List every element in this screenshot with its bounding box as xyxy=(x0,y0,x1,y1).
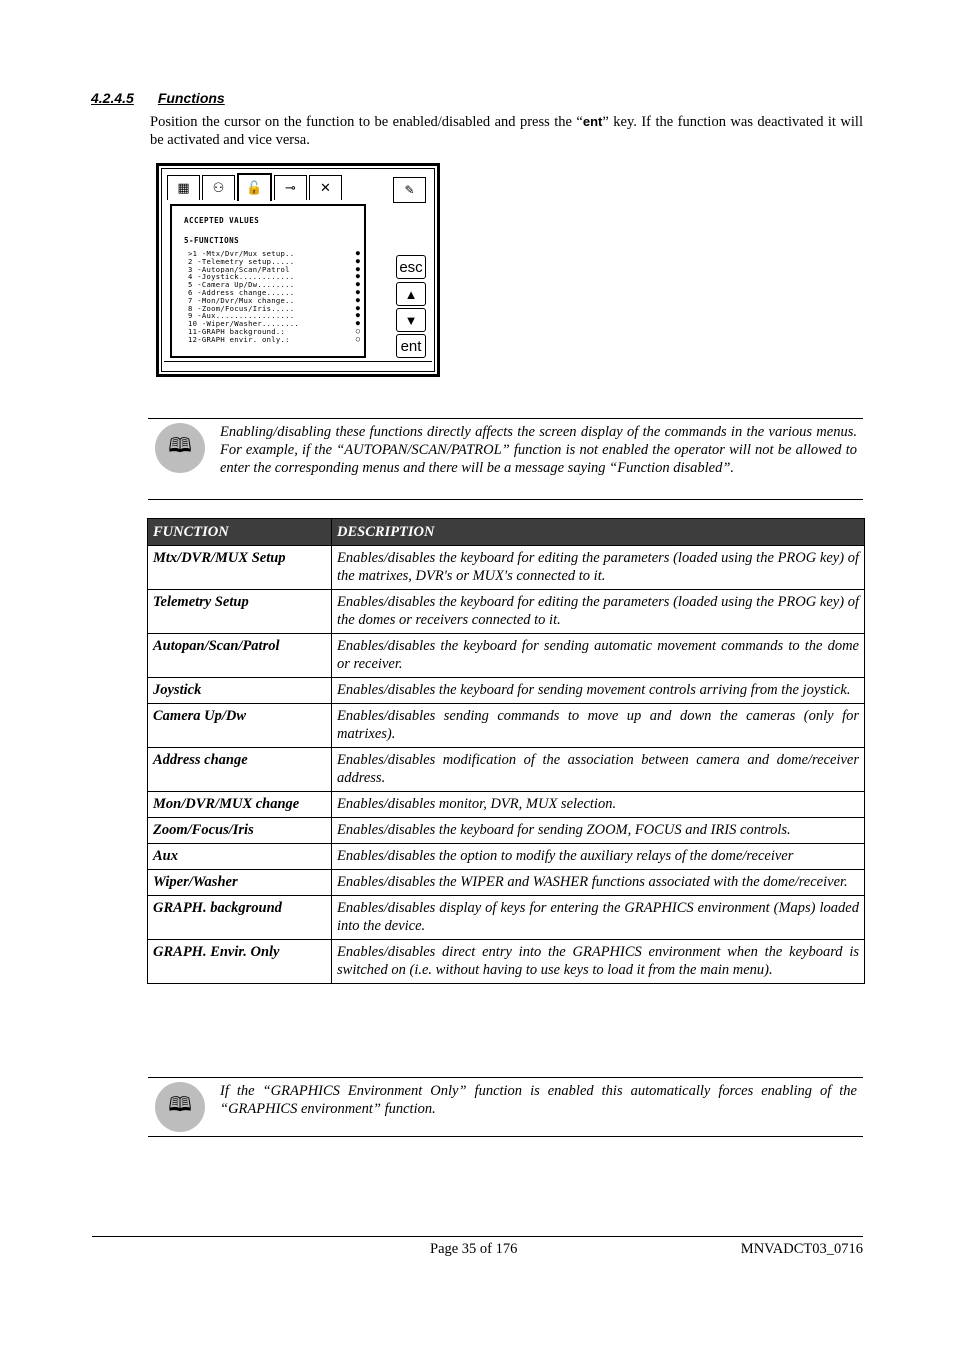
section-heading xyxy=(91,90,225,106)
table-row: Aux Enables/disables the option to modify the auxiliary relays of the dome/receiver xyxy=(148,844,865,870)
status-dot-icon: ● xyxy=(355,304,360,312)
footer-divider xyxy=(92,1236,863,1237)
book-icon: 🕮 xyxy=(155,1082,205,1132)
table-row: Camera Up/Dw Enables/disables sending commands to move up and down the cameras (only for matrixes). xyxy=(148,704,865,748)
list-item[interactable]: 8 -Zoom/Focus/Iris..... ● xyxy=(188,304,360,313)
table-row: Telemetry Setup Enables/disables the keyboard for editing the parameters (loaded using the PROG key) of the domes or receivers connected to it. xyxy=(148,590,865,634)
screen-divider xyxy=(164,361,432,362)
table-row: Mon/DVR/MUX change Enables/disables monitor, DVR, MUX selection. xyxy=(148,792,865,818)
tab-key-icon[interactable]: ⊸ xyxy=(274,175,307,200)
status-dot-icon: ● xyxy=(355,296,360,304)
tab-unlock-icon[interactable]: 🔓 xyxy=(237,173,272,201)
screen-frame xyxy=(161,168,435,372)
screen-tab-bar xyxy=(167,175,344,201)
device-screen-figure xyxy=(156,163,440,377)
status-dot-icon: ○ xyxy=(355,335,360,343)
column-header-function: FUNCTION xyxy=(148,519,332,546)
status-dot-icon: ○ xyxy=(355,327,360,335)
table-row: GRAPH. background Enables/disables display of keys for entering the GRAPHICS environment (Maps) loaded into the device. xyxy=(148,896,865,940)
list-item[interactable]: 3 -Autopan/Scan/Patrol ● xyxy=(188,265,360,274)
table-row: GRAPH. Envir. Only Enables/disables direct entry into the GRAPHICS environment when the keyboard is switched on (i.e. without having to use keys to load it from the main menu). xyxy=(148,940,865,984)
note-text: Enabling/disabling these functions directly affects the screen display of the commands in the various menus. For example, if the “AUTOPAN/SCAN/PATROL” function is not enabled the operator will not be allowed to enter the corresponding menus and there will be a message saying “Function disabled”. xyxy=(220,424,857,477)
list-item[interactable]: 9 -Aux................. ● xyxy=(188,312,360,321)
note-box xyxy=(148,1077,863,1137)
note-text: If the “GRAPHICS Environment Only” function is enabled this automatically forces enabling of the “GRAPHICS environment” function. xyxy=(220,1083,857,1118)
accepted-values-panel xyxy=(170,204,366,358)
list-item[interactable]: 7 -Mon/Dvr/Mux change.. ● xyxy=(188,296,360,305)
intro-paragraph xyxy=(150,113,863,149)
section-title: Functions xyxy=(157,90,225,106)
tab-people-icon[interactable]: ⚇ xyxy=(202,175,235,200)
column-header-description: DESCRIPTION xyxy=(332,519,865,546)
status-dot-icon: ● xyxy=(355,265,360,273)
functions-table xyxy=(147,518,865,984)
down-arrow-icon[interactable]: ▼ xyxy=(396,308,426,332)
status-dot-icon: ● xyxy=(355,320,360,328)
list-item[interactable]: 11-GRAPH background.: ○ xyxy=(188,327,360,336)
book-icon: 🕮 xyxy=(155,423,205,473)
table-row: Wiper/Washer Enables/disables the WIPER and WASHER functions associated with the dome/receiver. xyxy=(148,870,865,896)
list-item[interactable]: 4 -Joystick............ ● xyxy=(188,273,360,282)
esc-button[interactable]: esc xyxy=(396,255,426,279)
function-list xyxy=(188,250,360,344)
status-dot-icon: ● xyxy=(355,312,360,320)
table-row: Zoom/Focus/Iris Enables/disables the keyboard for sending ZOOM, FOCUS and IRIS controls. xyxy=(148,818,865,844)
table-row: Mtx/DVR/MUX Setup Enables/disables the keyboard for editing the parameters (loaded using the PROG key) of the matrixes, DVR's or MUX's connected to it. xyxy=(148,546,865,590)
status-dot-icon: ● xyxy=(355,281,360,289)
tab-tools-icon[interactable]: ✕ xyxy=(309,175,342,200)
status-dot-icon: ● xyxy=(355,257,360,265)
list-item[interactable]: 5 -Camera Up/Dw........ ● xyxy=(188,281,360,289)
table-row: Autopan/Scan/Patrol Enables/disables the keyboard for sending automatic movement commands to the dome or receiver. xyxy=(148,634,865,678)
list-item[interactable]: 12-GRAPH envir. only.: ○ xyxy=(188,335,360,344)
tab-edit-icon[interactable]: ✎ xyxy=(393,177,426,203)
list-item[interactable]: 6 -Address change...... ● xyxy=(188,288,360,297)
section-number: 4.2.4.5 xyxy=(91,90,134,106)
status-dot-icon: ● xyxy=(355,273,360,281)
panel-subtitle: 5-FUNCTIONS xyxy=(184,236,240,245)
page-number: Page 35 of 176 xyxy=(430,1241,518,1257)
table-row: Address change Enables/disables modification of the association between camera and dome/receiver address. xyxy=(148,748,865,792)
table-header-row xyxy=(148,519,865,546)
document-code: MNVADCT03_0716 xyxy=(740,1241,863,1257)
tab-info-icon[interactable]: ▦ xyxy=(167,175,200,200)
note-box xyxy=(148,418,863,500)
intro-text-after: ” key. If the function was deactivated it will be activated and vice versa. xyxy=(150,114,863,148)
panel-title: ACCEPTED VALUES xyxy=(184,216,260,225)
table-row: Joystick Enables/disables the keyboard for sending movement controls arriving from the joystick. xyxy=(148,678,865,704)
list-item[interactable]: 10 -Wiper/Washer........ ● xyxy=(188,320,360,328)
ent-button[interactable]: ent xyxy=(396,334,426,358)
intro-text-before: Position the cursor on the function to be enabled/disabled and press the “ xyxy=(150,114,583,130)
status-dot-icon: ● xyxy=(355,288,360,296)
list-item[interactable]: 2 -Telemetry setup..... ● xyxy=(188,257,360,266)
status-dot-icon: ● xyxy=(355,250,360,257)
up-arrow-icon[interactable]: ▲ xyxy=(396,282,426,306)
intro-key-name: ent xyxy=(582,114,603,129)
list-item[interactable]: >1 -Mtx/Dvr/Mux setup.. ● xyxy=(188,250,360,258)
